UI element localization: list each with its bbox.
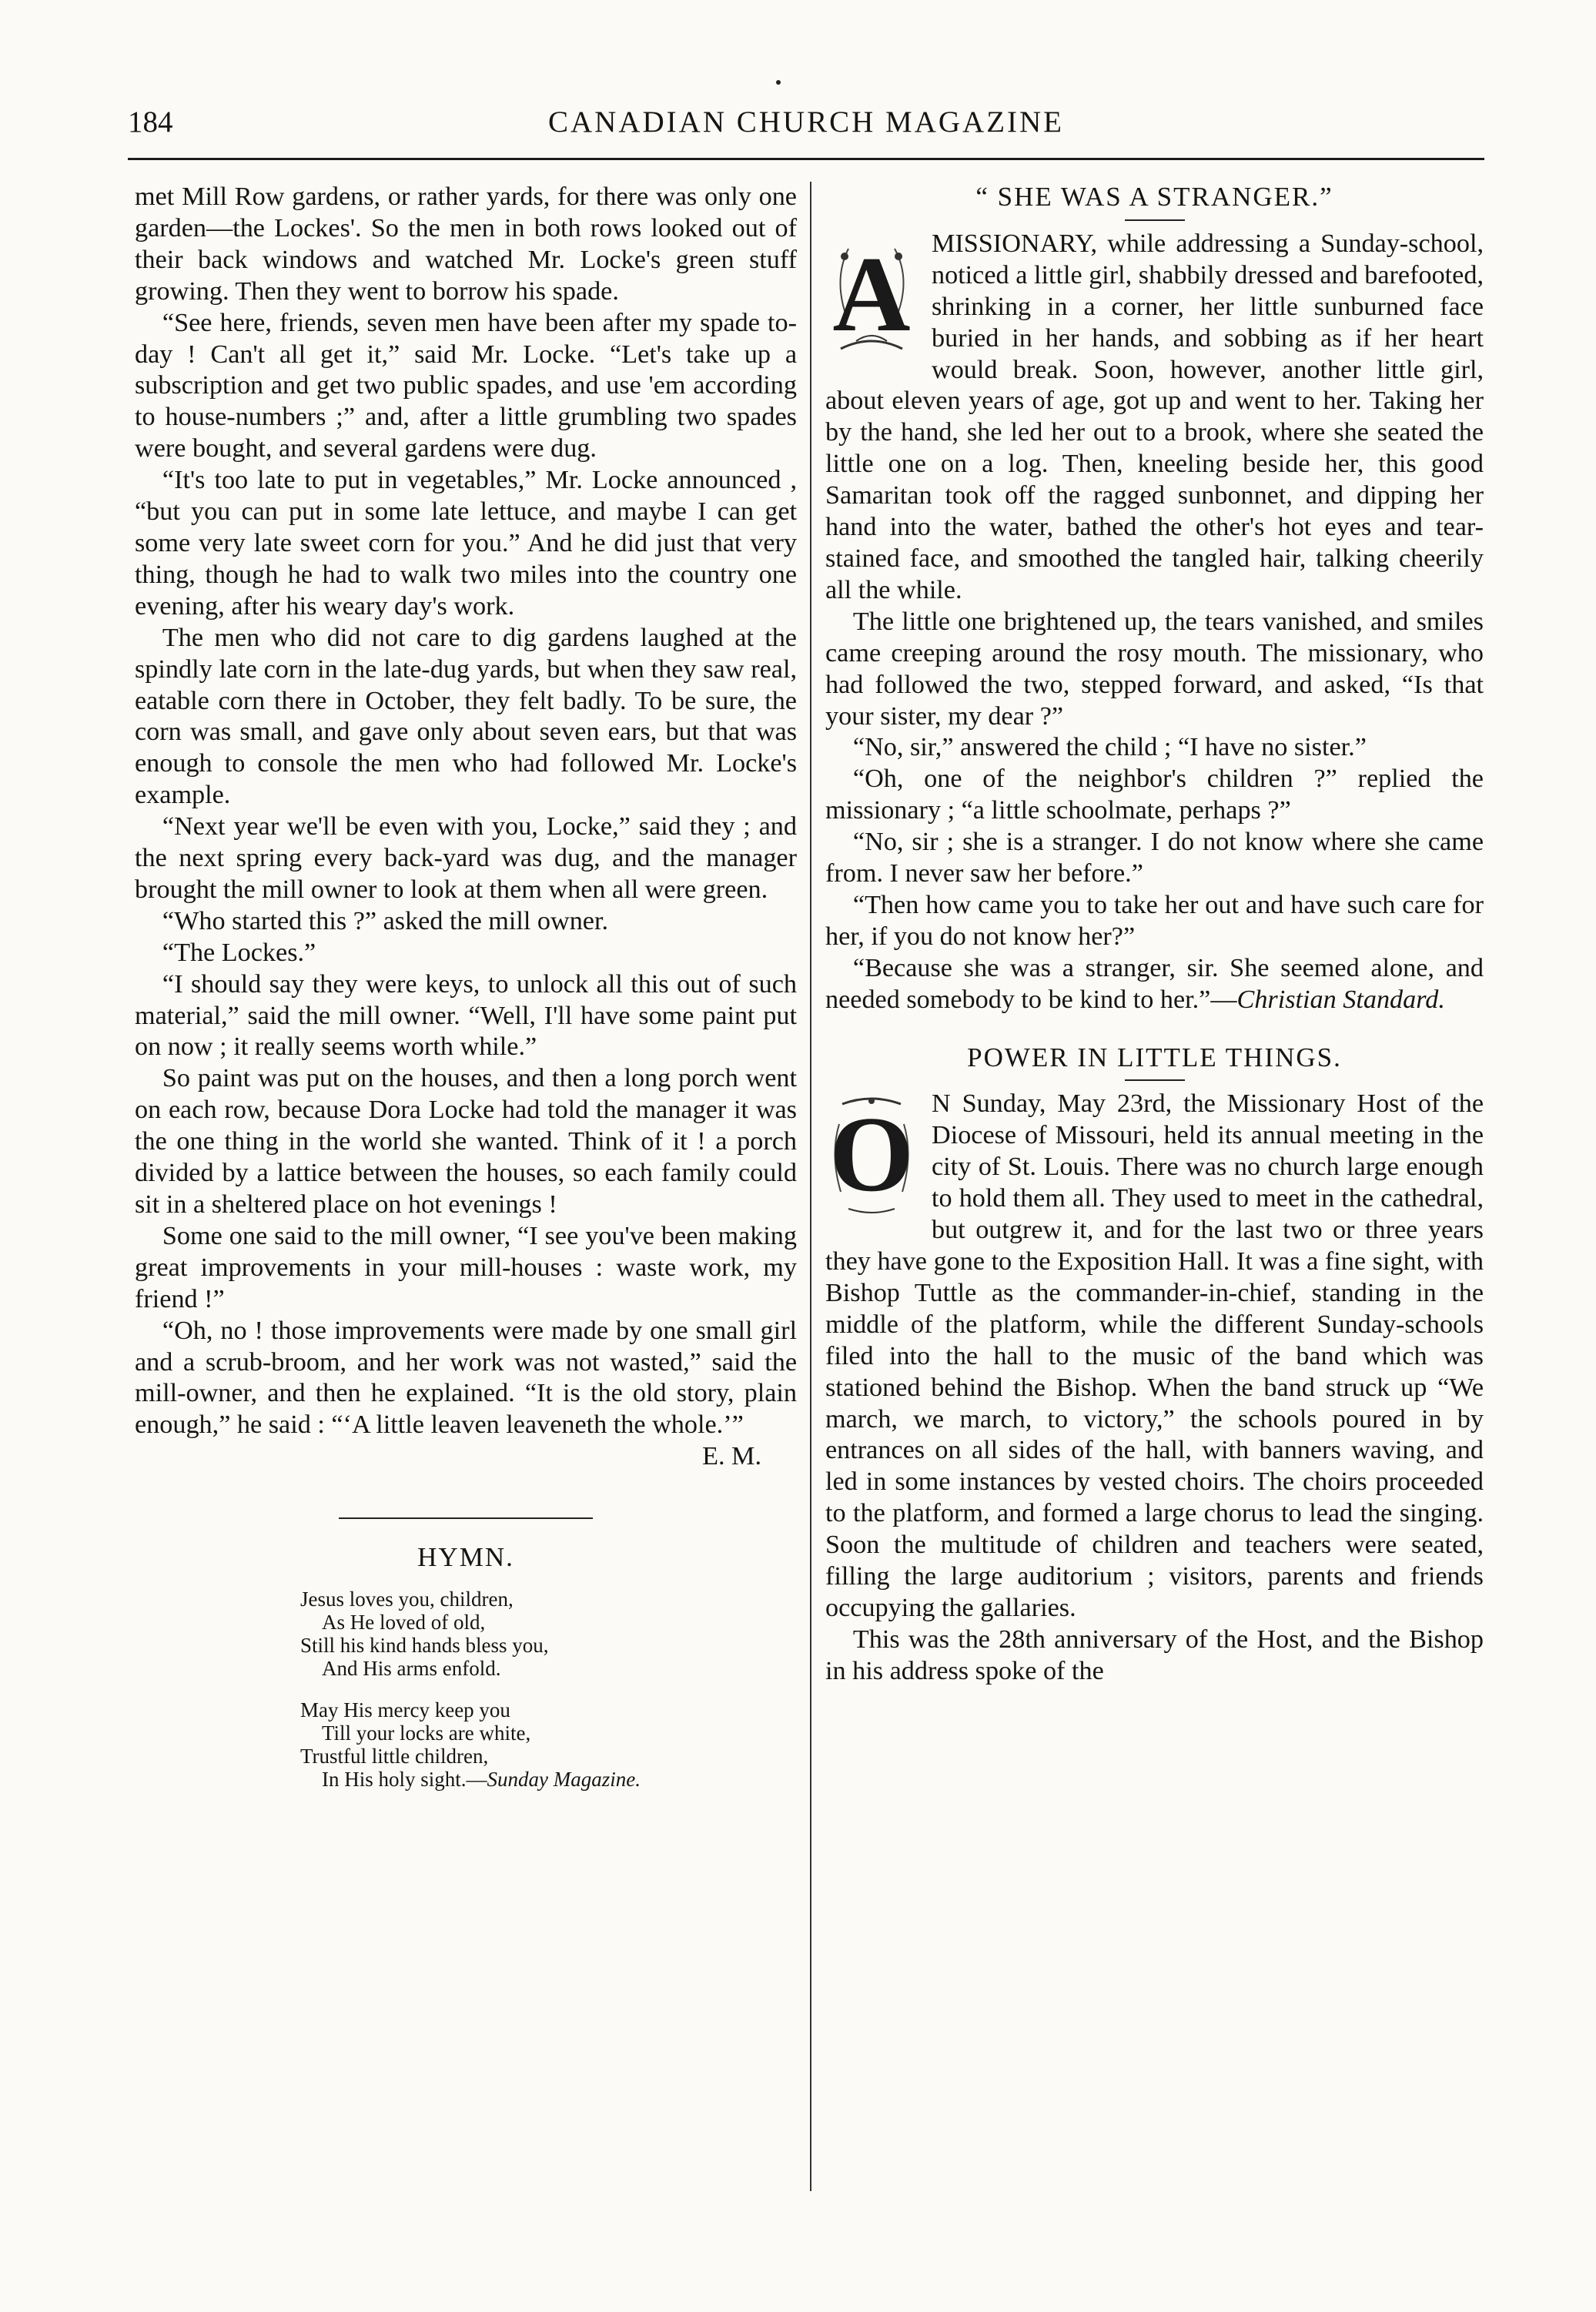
signature-line <box>135 1441 797 1473</box>
poem-line: And His arms enfold. <box>322 1657 501 1681</box>
story-paragraph: met Mill Row gardens, or rather yards, for there was only one garden—the Lockes'. So the men in both rows looked out of their back windows and watched Mr. Locke's green stuff growing. Then they went to borrow his spade. <box>135 182 797 306</box>
story-paragraph: “It's too late to put in vegetables,” Mr. Locke announced , “but you can put in some late lettuce, and maybe I can get some very late sweet corn for you.” And he did just that very thing, though he had to walk two miles into the country one evening, after his weary day's work. <box>135 466 797 621</box>
story-paragraph: The men who did not care to dig gardens laughed at the spindly late corn in the late-dug yards, but when they saw real, eatable corn there in October, they felt badly. To be sure, the corn was small, and gave only about seven ears, but that was enough to console the men who had followed Mr. Locke's example. <box>135 623 797 810</box>
story-paragraph: So paint was put on the houses, and then a long porch went on each row, because Dora Locke had told the manager it was the one thing in the world she wanted. Think of it ! a porch divided by a lattice between the houses, so each family could sit in a sheltered place on hot evenings ! <box>135 1064 797 1219</box>
story-last-paragraph: “Oh, no ! those improvements were made by one small girl and a scrub-broom, and her work was not wasted,” said the mill-owner, and then he explained. “It is the old story, plain enough,” he said : “‘A little leaven leaveneth the whole.’” <box>135 1316 797 1440</box>
page-header <box>128 105 1484 160</box>
paragraph-text: MISSIONARY, while addressing a Sunday-school, noticed a little girl, shabbily dressed and barefooted, shrinking in a corner, her little sunburned face buried in her hands, and sobbing as if her heart would break. Soon, however, another little girl, about eleven years of age, got up and went to her. Taking her by the hand, she led her out to a brook, where she seated the little one on a log. Then, kneeling beside her, this good Samaritan took off the ragged sunbonnet, and dipping her hand into the water, bathed the other's hot eyes and tear-stained face, and smoothed the tangled hair, talking cheerily all the while. <box>825 229 1484 604</box>
author-signature: E. M. <box>702 1442 761 1471</box>
dropcap-letter: O <box>829 1095 914 1215</box>
stranger-paragraph: The little one brightened up, the tears vanished, and smiles came creeping around the rosy mouth. The missionary, who had followed the two, stepped forward, and asked, “Is that your sister, my dear ?” <box>825 607 1484 731</box>
story-paragraph: “Who started this ?” asked the mill owner. <box>162 906 609 935</box>
poem-line <box>300 1768 797 1791</box>
ornate-dropcap-a <box>821 232 922 358</box>
left-column <box>135 182 797 1809</box>
header-rule <box>128 158 1484 163</box>
stranger-last-paragraph <box>825 953 1484 1016</box>
spacer <box>825 1016 1484 1042</box>
column-divider <box>810 182 811 2191</box>
hymn-source: Sunday Magazine. <box>487 1768 641 1792</box>
story-paragraph: Some one said to the mill owner, “I see you've been making great improvements in your mill-houses : waste work, my friend !” <box>135 1221 797 1313</box>
title-rule <box>1125 219 1185 221</box>
poem-line: As He loved of old, <box>322 1611 486 1634</box>
story-paragraph: “See here, friends, seven men have been after my spade to-day ! Can't all get it,” said Mr. Locke. “Let's take up a subscription and get two public spades, and use 'em according to house-numbers ;” and, after a little grumbling two spades were bought, and several gardens were dug. <box>135 308 797 463</box>
ink-dot <box>776 80 781 85</box>
hymn-title: HYMN. <box>417 1542 514 1573</box>
stranger-paragraph: “No, sir ; she is a stranger. I do not know where she came from. I never saw her before.” <box>825 828 1484 888</box>
power-paragraph: This was the 28th anniversary of the Host, and the Bishop in his address spoke of the <box>825 1624 1484 1685</box>
right-column <box>825 182 1484 1688</box>
running-title: CANADIAN CHURCH MAGAZINE <box>548 105 1064 139</box>
poem-line: Jesus loves you, children, <box>300 1588 514 1611</box>
poem-line: Till your locks are white, <box>322 1721 531 1745</box>
stranger-first-paragraph <box>825 229 1484 607</box>
stranger-paragraph: “No, sir,” answered the child ; “I have no sister.” <box>852 733 1367 762</box>
power-first-paragraph <box>825 1089 1484 1624</box>
stranger-title: “ SHE WAS A STRANGER.” <box>975 182 1333 212</box>
ornate-dropcap-o <box>821 1092 922 1218</box>
story-paragraph: “The Lockes.” <box>162 938 316 967</box>
hymn-poem <box>300 1588 797 1791</box>
story-paragraph: “Next year we'll be even with you, Locke,” said they ; and the next spring every back-yard was dug, and the manager brought the mill owner to look at them when all were green. <box>135 812 797 904</box>
poem-line-text: In His holy sight.— <box>322 1768 487 1792</box>
paragraph-text: N Sunday, May 23rd, the Missionary Host of the Diocese of Missouri, held its annual meeting in the city of St. Louis. There was no church large enough to hold them all. They used to meet in the cathedral, but outgrew it, and for the last two or three years they have gone to the Exposition Hall. It was a fine sight, with Bishop Tuttle as the commander-in-chief, standing in the middle of the platform, while the different Sunday-schools filed into the hall to the music of the band which was stationed behind the Bishop. When the band struck up “We march, we march, to victory,” the schools poured in by entrances on all sides of the hall, with banners waving, and led in some instances by vested choirs. The choirs proceeded to the platform, and formed a large chorus to lead the singing. Soon the multitude of children and teachers were seated, filling the large auditorium ; visitors, parents and friends occupying the gallaries. <box>825 1089 1484 1622</box>
stranger-source: Christian Standard. <box>1236 985 1445 1014</box>
poem-line: Still his kind hands bless you, <box>300 1634 549 1658</box>
stranger-paragraph: “Then how came you to take her out and have such care for her, if you do not know her?” <box>825 890 1484 951</box>
power-title: POWER IN LITTLE THINGS. <box>967 1042 1342 1072</box>
poem-line: May His mercy keep you <box>300 1698 510 1722</box>
paragraph-text: “Because she was a stranger, sir. She seemed alone, and needed somebody to be kind to her.”— <box>825 953 1484 1014</box>
section-separator <box>339 1517 593 1519</box>
title-rule <box>1125 1079 1185 1081</box>
poem-line: Trustful little children, <box>300 1745 489 1768</box>
hymn-stanza <box>300 1698 797 1791</box>
dropcap-letter: A <box>832 234 911 354</box>
story-paragraph: “I should say they were keys, to unlock all this out of such material,” said the mill owner. “Well, I'll have some paint put on now ; it really seems worth while.” <box>135 969 797 1062</box>
page-number: 184 <box>128 105 173 139</box>
stranger-paragraph: “Oh, one of the neighbor's children ?” replied the missionary ; “a little schoolmate, perhaps ?” <box>825 765 1484 825</box>
hymn-stanza <box>300 1588 797 1680</box>
